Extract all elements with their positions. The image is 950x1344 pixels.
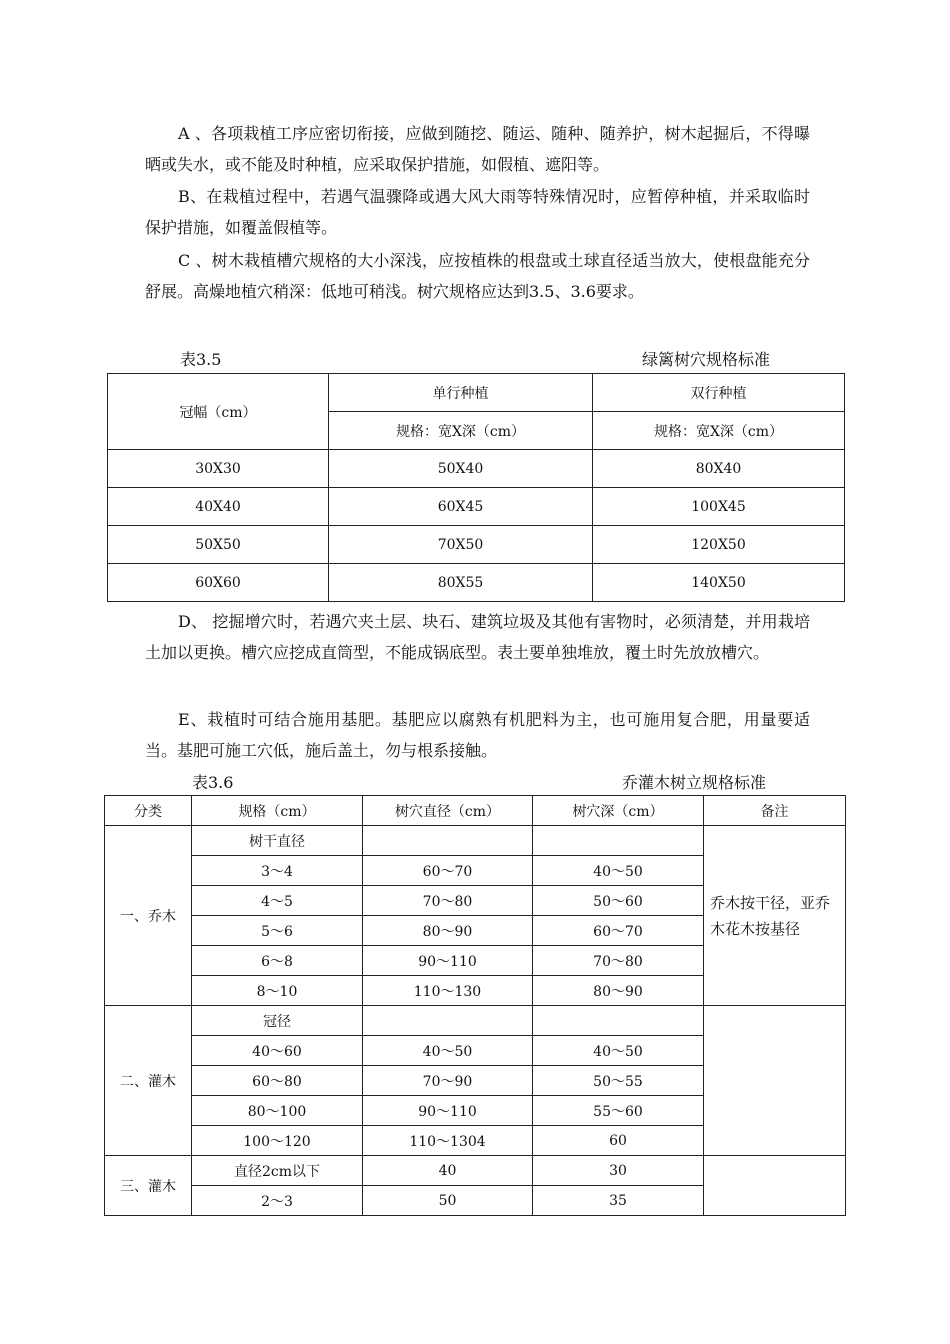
paragraph-c: C 、树木栽植槽穴规格的大小深浅，应按植株的根盘或土球直径适当放大，使根盘能充分舒展。高燥地植穴稍深：低地可稍浅。树穴规格应达到3.5、3.6要求。 [145,251,810,301]
header-pit-depth: 树穴深（cm） [533,796,704,826]
cell-spec: 3～4 [192,856,363,886]
cell-single: 60X45 [329,488,593,526]
cell-diameter: 80～90 [363,916,533,946]
paragraph-d: D、 挖掘增穴时，若遇穴夹土层、块石、建筑垃圾及其他有害物时，必须清楚，并用栽培土加以更换。槽穴应挖成直筒型，不能成锅底型。表土要单独堆放，覆土时先放放槽穴。 [145,612,810,662]
table36-label: 表3.6 [192,773,234,792]
spec-single-row: 规格：宽X深（cm） [329,412,593,450]
cell-depth: 55～60 [533,1096,704,1126]
cell-spec: 40～60 [192,1036,363,1066]
header-note: 备注 [704,796,846,826]
cell-depth: 30 [533,1156,704,1186]
cell-depth: 60～70 [533,916,704,946]
paragraph-a: A 、各项栽植工序应密切衔接，应做到随挖、随运、随种、随养护，树木起掘后，不得曝晒或失水，或不能及时种植，应采取保护措施，如假植、遮阳等。 [145,124,810,174]
cell-diameter: 110～130 [363,976,533,1006]
spec-double-row: 规格：宽X深（cm） [593,412,845,450]
cell-diameter: 70～90 [363,1066,533,1096]
header-pit-diameter: 树穴直径（cm） [363,796,533,826]
category-shrub: 二、灌木 [105,1006,192,1156]
cell-double: 120X50 [593,526,845,564]
cell-diameter: 40 [363,1156,533,1186]
category-tree: 一、乔木 [105,826,192,1006]
cell-depth: 80～90 [533,976,704,1006]
cell-depth: 50～55 [533,1066,704,1096]
cell-depth: 40～50 [533,1036,704,1066]
cell-depth: 70～80 [533,946,704,976]
cell-crown: 40X40 [108,488,329,526]
cell-double: 140X50 [593,564,845,602]
cell-spec: 4～5 [192,886,363,916]
cell-depth: 50～60 [533,886,704,916]
table-row [108,450,845,488]
cell-diameter: 40～50 [363,1036,533,1066]
cell-diameter: 70～80 [363,886,533,916]
cell-single: 50X40 [329,450,593,488]
cell-depth: 60 [533,1126,704,1156]
table35-label: 表3.5 [180,350,222,369]
cell-double: 80X40 [593,450,845,488]
note-shrub-empty [704,1006,846,1156]
cell-diameter: 50 [363,1186,533,1216]
cell-spec: 60～80 [192,1066,363,1096]
cell-single: 70X50 [329,526,593,564]
cell-single: 80X55 [329,564,593,602]
cell-empty [533,1006,704,1036]
note-shrub2-empty [704,1156,846,1216]
cell-empty [533,826,704,856]
cell-empty [363,1006,533,1036]
cell-spec: 8～10 [192,976,363,1006]
paragraph-e: E、栽植时可结合施用基肥。基肥应以腐熟有机肥料为主，也可施用复合肥，用量要适当。基肥可施工穴低，施后盖土，勿与根系接触。 [145,710,810,760]
cell-double: 100X45 [593,488,845,526]
cell-empty [363,826,533,856]
cell-diameter: 90～110 [363,1096,533,1126]
header-crown: 冠幅（cm） [108,374,329,450]
cell-depth: 35 [533,1186,704,1216]
header-double-row: 双行种植 [593,374,845,412]
cell-diameter: 90～110 [363,946,533,976]
table-row [108,564,845,602]
header-single-row: 单行种植 [329,374,593,412]
cell-spec: 100～120 [192,1126,363,1156]
cell-crown: 30X30 [108,450,329,488]
category-shrub-small: 三、灌木 [105,1156,192,1216]
cell-depth: 40～50 [533,856,704,886]
subheader-trunk-diameter: 树干直径 [192,826,363,856]
subheader-crown-diameter: 冠径 [192,1006,363,1036]
cell-crown: 60X60 [108,564,329,602]
paragraph-b: B、在栽植过程中，若遇气温骤降或遇大风大雨等特殊情况时，应暂停种植，并采取临时保护措施，如覆盖假植等。 [145,187,810,237]
header-category: 分类 [105,796,192,826]
cell-spec: 5～6 [192,916,363,946]
cell-spec: 6～8 [192,946,363,976]
table-row [105,1156,846,1186]
note-tree: 乔木按干径，亚乔木花木按基径 [704,826,846,1006]
cell-diameter: 110～1304 [363,1126,533,1156]
cell-spec: 80～100 [192,1096,363,1126]
table-tree-shrub-spec [104,795,846,1216]
table-row [108,488,845,526]
cell-spec: 直径2cm以下 [192,1156,363,1186]
cell-spec: 2～3 [192,1186,363,1216]
table-row [108,526,845,564]
cell-crown: 50X50 [108,526,329,564]
table-hedge-pit-spec [107,373,845,602]
cell-diameter: 60～70 [363,856,533,886]
table35-title: 绿篱树穴规格标准 [642,350,771,369]
table36-title: 乔灌木树立规格标准 [622,773,767,792]
header-spec: 规格（cm） [192,796,363,826]
